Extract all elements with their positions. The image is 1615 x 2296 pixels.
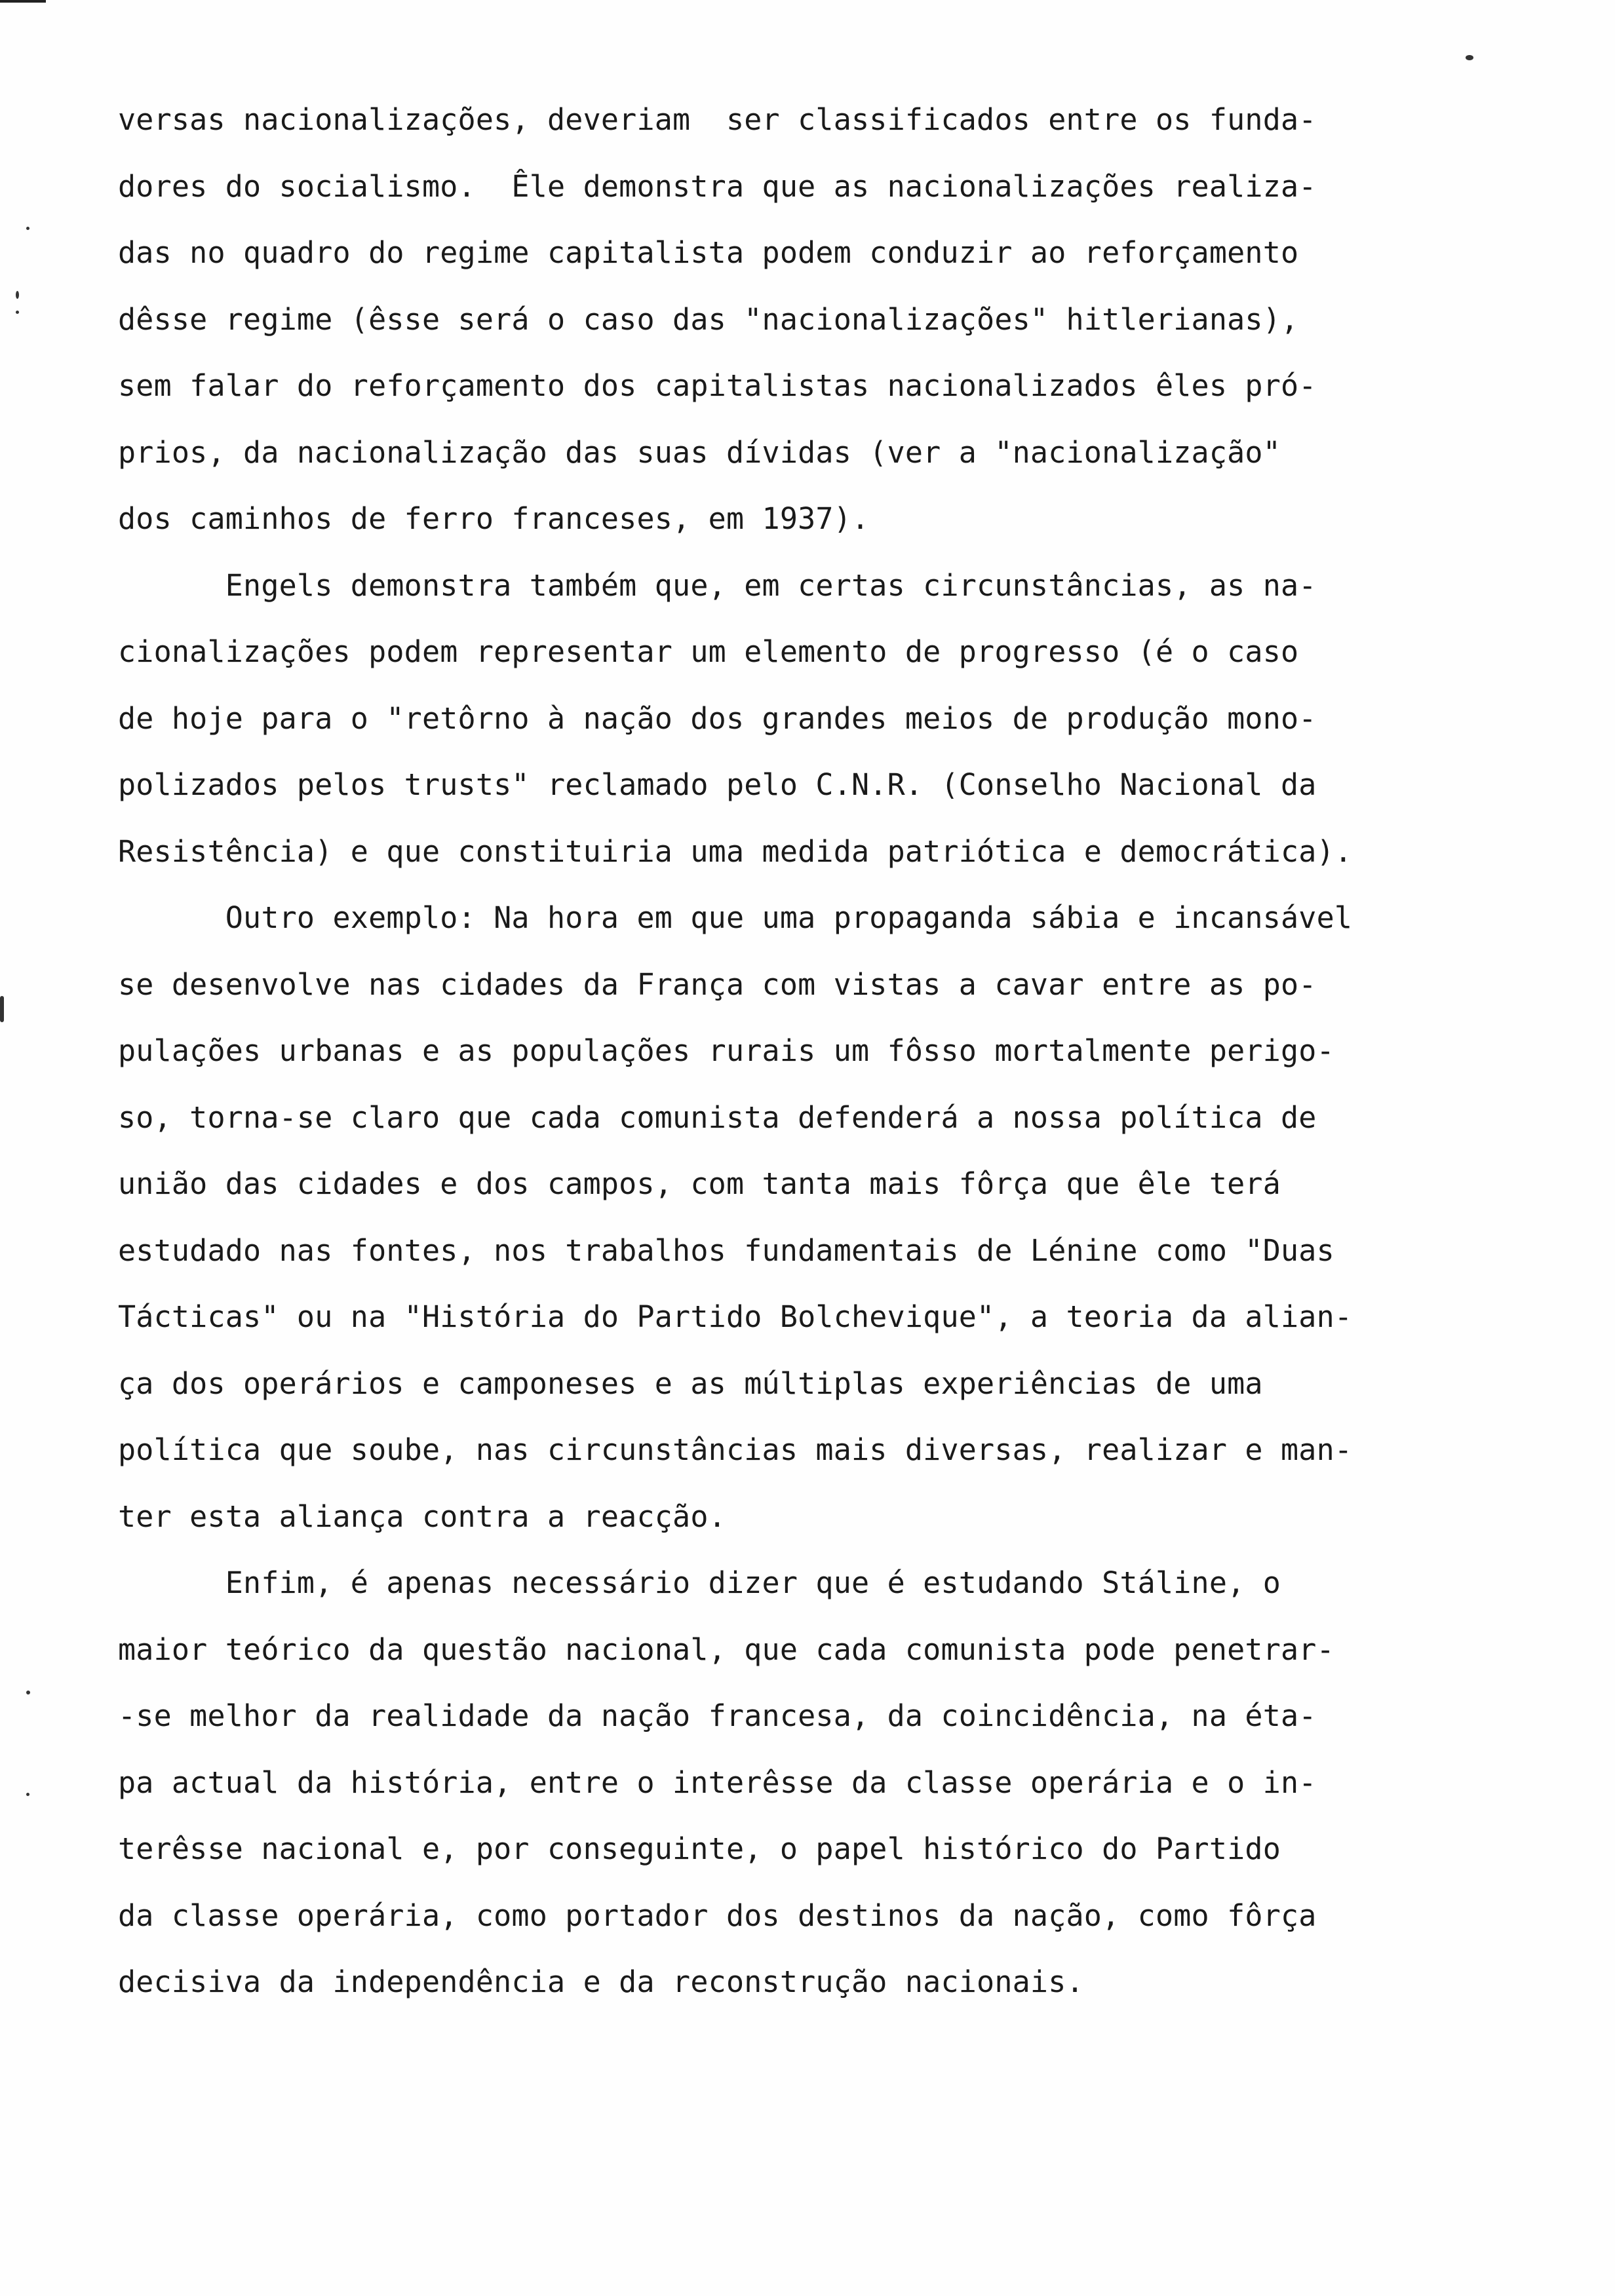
text-line: so, torna-se claro que cada comunista defenderá a nossa política de (118, 1100, 1317, 1135)
text-line: ter esta aliança contra a reacção. (118, 1499, 726, 1534)
scan-speck (16, 311, 19, 314)
text-line: se desenvolve nas cidades da França com vistas a cavar entre as po- (118, 966, 1317, 1002)
scan-speck (0, 996, 4, 1022)
text-line: decisiva da independência e da reconstrução nacionais. (118, 1964, 1084, 1999)
paragraph (118, 1550, 1527, 2016)
text-line: de hoje para o "retôrno à nação dos grandes meios de produção mono- (118, 700, 1317, 736)
text-line: estudado nas fontes, nos trabalhos fundamentais de Lénine como "Duas (118, 1233, 1334, 1268)
text-line: Tácticas" ou na "História do Partido Bolchevique", a teoria da alian- (118, 1299, 1353, 1334)
paragraph (118, 86, 1527, 552)
text-line: pa actual da história, entre o interêsse da classe operária e o in- (118, 1765, 1317, 1800)
text-line: Resistência) e que constituiria uma medida patriótica e democrática). (118, 833, 1353, 869)
text-line: maior teórico da questão nacional, que cada comunista pode penetrar- (118, 1632, 1334, 1667)
text-line: versas nacionalizações, deveriam ser classificados entre os funda- (118, 102, 1317, 137)
text-line: -se melhor da realidade da nação francesa, da coincidência, na éta- (118, 1698, 1317, 1733)
text-line: terêsse nacional e, por conseguinte, o papel histórico do Partido (118, 1831, 1281, 1866)
text-line: Engels demonstra também que, em certas circunstâncias, as na- (118, 567, 1317, 603)
scan-speck (1466, 55, 1473, 60)
text-line: dores do socialismo. Êle demonstra que as nacionalizações realiza- (118, 168, 1317, 204)
text-line: da classe operária, como portador dos destinos da nação, como fôrça (118, 1898, 1317, 1933)
text-line: dêsse regime (êsse será o caso das "nacionalizações" hitlerianas), (118, 301, 1299, 337)
paragraph (118, 885, 1527, 1550)
text-line: sem falar do reforçamento dos capitalistas nacionalizados êles pró- (118, 368, 1317, 403)
text-line: união das cidades e dos campos, com tanta mais fôrça que êle terá (118, 1166, 1281, 1201)
text-line: política que soube, nas circunstâncias mais diversas, realizar e man- (118, 1432, 1353, 1467)
text-line: ça dos operários e camponeses e as múltiplas experiências de uma (118, 1366, 1263, 1401)
text-line: polizados pelos trusts" reclamado pelo C.N.R. (Conselho Nacional da (118, 767, 1317, 802)
text-line: dos caminhos de ferro franceses, em 1937). (118, 501, 870, 536)
paragraph (118, 552, 1527, 885)
text-line: prios, da nacionalização das suas dívidas (ver a "nacionalização" (118, 434, 1281, 470)
scan-corner-mark (0, 0, 46, 3)
text-line: das no quadro do regime capitalista podem conduzir ao reforçamento (118, 235, 1299, 270)
scan-speck (26, 1691, 30, 1694)
typewritten-text (118, 86, 1527, 2016)
text-line: Outro exemplo: Na hora em que uma propaganda sábia e incansável (118, 900, 1353, 935)
text-line: Enfim, é apenas necessário dizer que é estudando Stáline, o (118, 1565, 1281, 1600)
scan-speck (16, 291, 19, 299)
text-line: pulações urbanas e as populações rurais um fôsso mortalmente perigo- (118, 1033, 1334, 1068)
text-line: cionalizações podem representar um elemento de progresso (é o caso (118, 634, 1299, 669)
scan-speck (26, 227, 29, 230)
scan-speck (26, 1793, 29, 1796)
